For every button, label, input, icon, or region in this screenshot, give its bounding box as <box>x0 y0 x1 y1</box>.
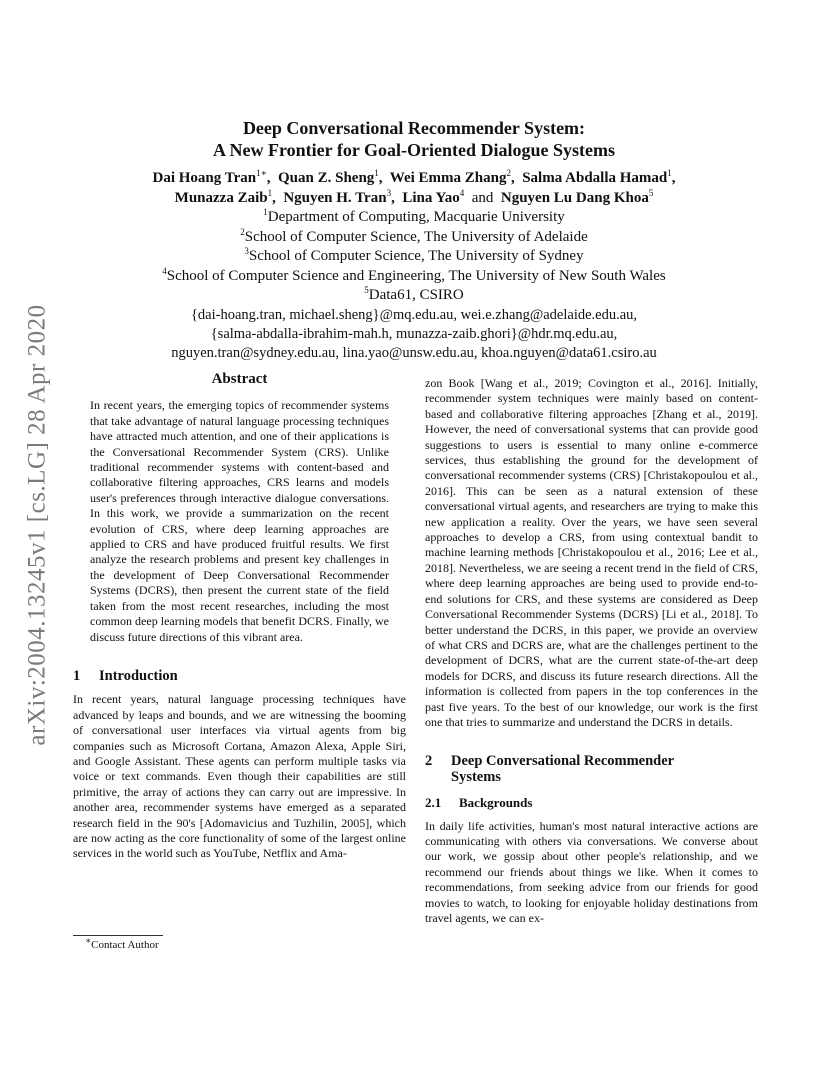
author-conjunction: and <box>471 190 494 206</box>
author: Munazza Zaib$^1$ <box>174 188 273 206</box>
right-column <box>425 376 758 926</box>
affiliation: $^4$School of Computer Science and Engineering, The University of New South Wales <box>162 265 666 284</box>
author-line-2: Munazza Zaib$^1$, Nguyen H. Tran$^3$, Lina Yao$^4$ and Nguyen Lu Dang Khoa$^5$ <box>174 188 654 206</box>
paper-header <box>70 117 758 363</box>
author: Nguyen H. Tran$^3$ <box>283 188 392 206</box>
affiliation: $^1$Department of Computing, Macquarie University <box>263 207 565 225</box>
email-line: nguyen.tran@sydney.edu.au, lina.yao@unsw.edu.au, khoa.nguyen@data61.csiro.au <box>171 344 657 361</box>
arxiv-id: arXiv:2004.13245v1 [cs.LG] 28 Apr 2020 <box>24 304 52 746</box>
section-heading-dcrs: 2 Deep Conversational Recommender Systems <box>425 753 675 785</box>
author: Lina Yao$^4$ <box>402 188 465 206</box>
author-emails <box>70 306 758 363</box>
introduction-continued-text: zon Book [Wang et al., 2019; Covington et al., 2016]. Initially, recommender system techniques were mainly based on content-based and collaborative filtering approaches [Zhang et al., 2019]. However, the need of conversational systems that can provide good suggestions to users is essential to many online e-commerce services, thus establishing the ground for the development of conversational recommender systems (CRS) [Christakopoulou et al., 2016]. This can be seen as a natural extension of these conversational virtual agents, and researchers are trying to make this new application a reality. Over the years, we have seen several approaches to develop a CRS, from using contextual bandit to machine learning methods [Christakopoulou et al., 2016; Lee et al., 2018]. Nevertheless, we are seeing a recent trend in the field of CRS, where deep learning approaches are being used to provide end-to-end solutions for CRS, and these systems are considered as Deep Conversational Recommender Systems (DCRS) [Li et al., 2018]. To better understand the DCRS, in this paper, we provide an overview of what CRS and DCRS are, what are the challenges pertinent to the development of DCRS, what are the current state-of-the-art deep models for DCRS, and discuss its future research directions. All the information is collected from papers in the top conferences in the past five years. To the best of our knowledge, our work is the first one that tries to summarize and understand the DCRS in details. <box>425 376 758 729</box>
author-list <box>70 168 758 208</box>
section-heading-introduction: 1 Introduction <box>73 667 178 684</box>
abstract-text: In recent years, the emerging topics of recommender systems that take advantage of natural language processing techniques have attracted much attention, and one of their applications is the Conversational Recommender System (CRS). Unlike traditional recommender systems with content-based and collaborative filtering approaches, CRS learns and models user's preferences through interactive dialogue conversations. In this work, we provide a summarization on the recent evolution of CRS, where deep learning approaches are applied to CRS and have produced fruitful results. We first analyze the research problems and present key challenges in the development of Deep Conversational Recommender Systems (DCRS), then present the current state of the field taken from the most recent researches, including the most common deep learning models that benefit DCRS. Finally, we discuss future directions of this vibrant area. <box>90 398 389 644</box>
title-line-1: Deep Conversational Recommender System: <box>242 118 586 138</box>
author-line-1: Dai Hoang Tran$^{1∗}$, Quan Z. Sheng$^1$, Wei Emma Zhang$^2$, Salma Abdalla Hamad$^1$, <box>152 168 676 186</box>
paper-title <box>70 117 758 161</box>
author: Quan Z. Sheng$^1$ <box>278 168 379 186</box>
footnote: ∗Contact Author <box>85 935 159 951</box>
author: Dai Hoang Tran$^{1∗}$ <box>152 168 267 186</box>
author: Wei Emma Zhang$^2$ <box>389 168 511 186</box>
abstract-heading: Abstract <box>211 371 268 387</box>
backgrounds-text: In daily life activities, human's most natural interactive actions are communicating with others via conversations. We converse about our work, we gossip about other people's relationship, and we recommend our friends about things we like. When it comes to recommendations, from seeking advice from our friends for good movies to watch, to looking for enjoyable holiday destinations from travel agents, we can ex- <box>425 818 758 925</box>
arxiv-watermark <box>12 290 64 760</box>
introduction-text: In recent years, natural language processing techniques have advanced by leaps and bounds, and we are witnessing the booming of conversational user interfaces via virtual agents from big companies such as Microsoft Cortana, Amazon Alexa, Apple Siri, and Google Assistant. These agents can perform multiple tasks via voice or text commands. Even though their capabilities are still primitive, the array of actions they can carry out are impressive. In another area, recommender systems have emerged as a separated research field in the 90's [Adomavicius and Tuzhilin, 2005], which are now acting as the core functionality of some of the largest online services in the world such as YouTube, Netflix and Ama- <box>73 692 406 861</box>
author: Nguyen Lu Dang Khoa$^5$ <box>500 188 654 206</box>
left-column <box>73 372 406 862</box>
email-line: {dai-hoang.tran, michael.sheng}@mq.edu.au, wei.e.zhang@adelaide.edu.au, <box>190 306 638 323</box>
subsection-heading-backgrounds: 2.1 Backgrounds <box>425 795 533 811</box>
email-line: {salma-abdalla-ibrahim-mah.h, munazza-zaib.ghori}@hdr.mq.edu.au, <box>210 325 618 342</box>
affiliation: $^2$School of Computer Science, The University of Adelaide <box>240 226 588 245</box>
author: Salma Abdalla Hamad$^1$ <box>522 168 672 186</box>
title-line-2: A New Frontier for Goal-Oriented Dialogue Systems <box>213 140 615 160</box>
affiliation: $^5$Data61, CSIRO <box>364 285 464 303</box>
affiliations <box>70 208 758 306</box>
affiliation: $^3$School of Computer Science, The University of Sydney <box>244 246 584 264</box>
